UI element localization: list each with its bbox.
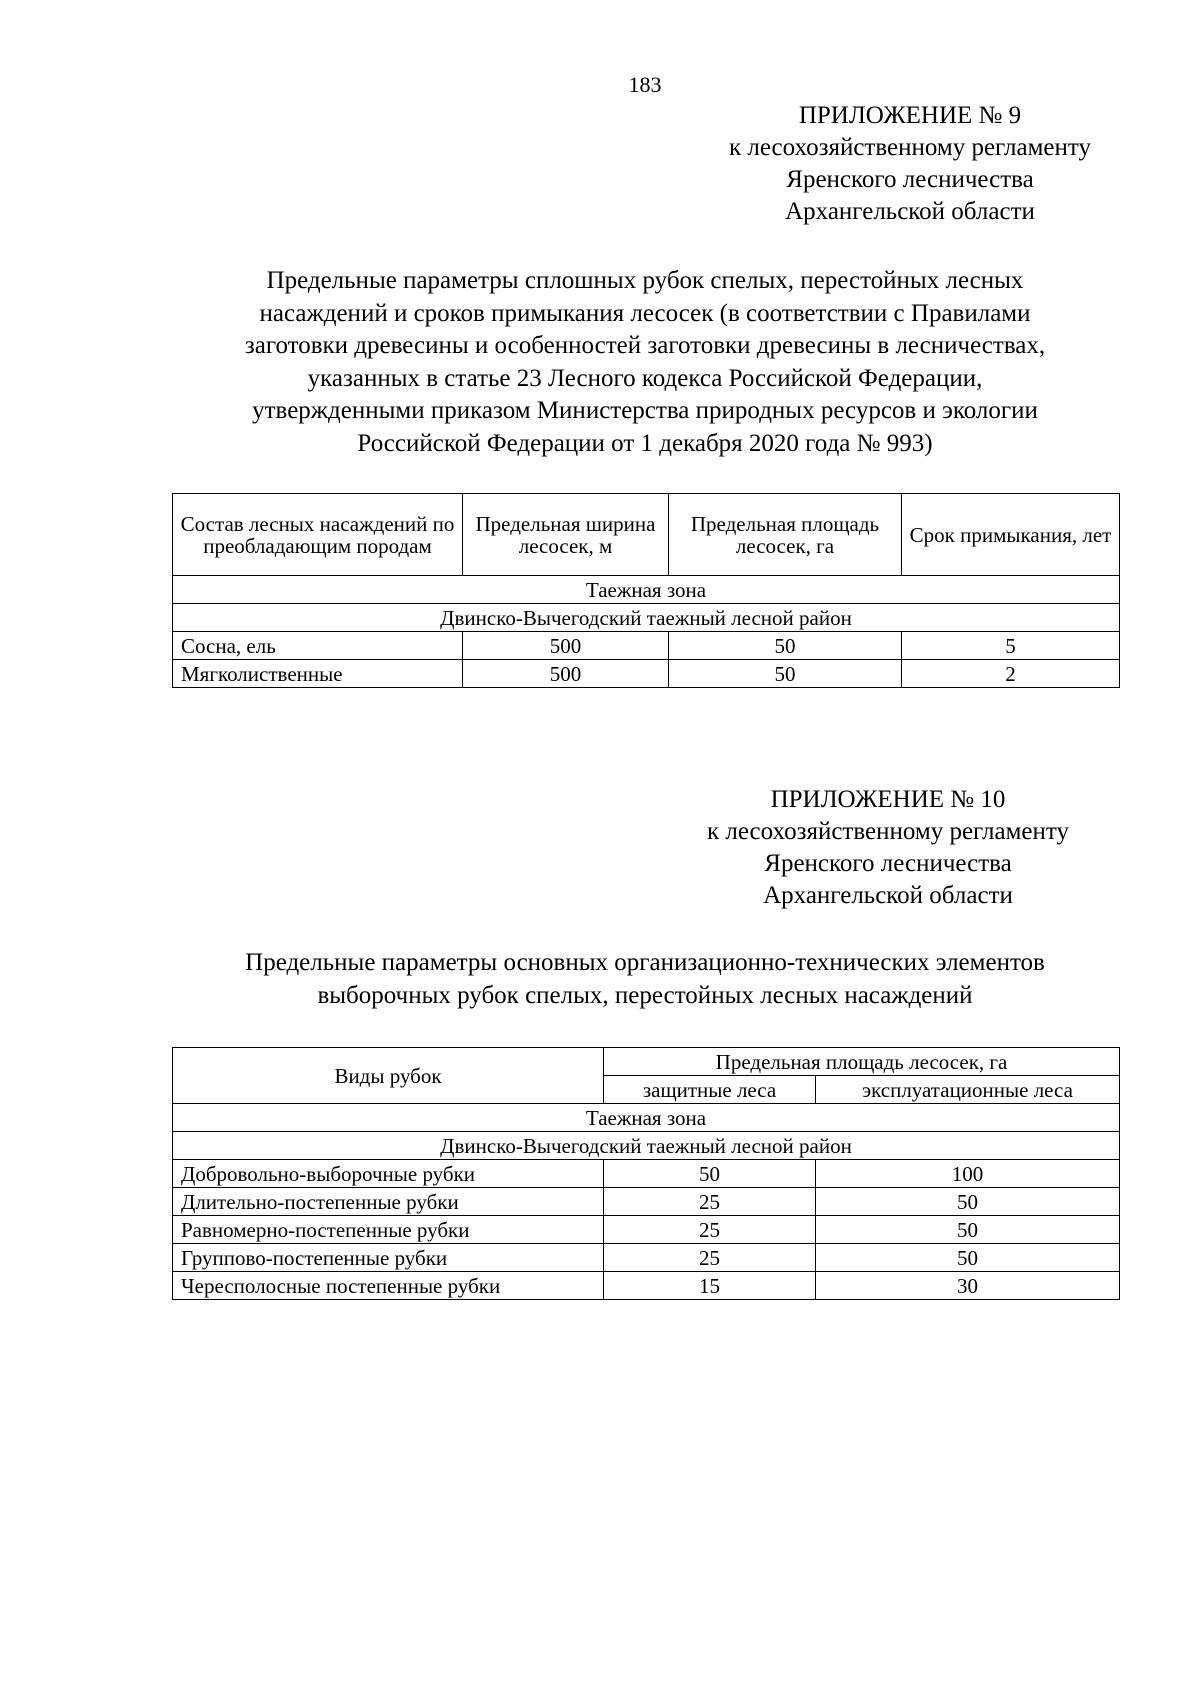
header-cell: Предельная площадь лесосек, га (604, 1048, 1120, 1076)
title-line: указанных в статье 23 Лесного кодекса Российской Федерации, (307, 364, 983, 392)
table-row (173, 1160, 1120, 1188)
protective-cell: 15 (604, 1272, 816, 1300)
district-row (173, 1132, 1120, 1160)
cut-type-cell: Длительно-постепенные рубки (173, 1188, 604, 1216)
district-cell: Двинско-Вычегодский таежный лесной район (173, 604, 1120, 632)
table-row (173, 632, 1120, 660)
title-line: Предельные параметры сплошных рубок спелых, перестойных лесных (266, 267, 1024, 294)
table-row (173, 1216, 1120, 1244)
header-cell: Предельная ширина лесосек, м (463, 494, 669, 576)
cut-type-cell: Равномерно-постепенные рубки (173, 1216, 604, 1244)
district-row (173, 604, 1120, 632)
table-header-row (173, 1048, 1120, 1076)
width-cell: 500 (463, 632, 669, 660)
cut-type-cell: Группово-постепенные рубки (173, 1244, 604, 1272)
appendix-line: к лесохозяйственному регламенту (706, 818, 1070, 845)
protective-cell: 25 (604, 1188, 816, 1216)
protective-cell: 25 (604, 1216, 816, 1244)
district-cell: Двинско-Вычегодский таежный лесной район (173, 1132, 1120, 1160)
appendix-heading: ПРИЛОЖЕНИЕ № 9 (798, 102, 1022, 129)
appendix-line: Архангельской области (763, 882, 1013, 909)
zone-row (173, 1104, 1120, 1132)
exploitation-cell: 50 (816, 1216, 1120, 1244)
appendix-line: Архангельской области (785, 198, 1035, 225)
title-line: выборочных рубок спелых, перестойных лесных насаждений (317, 981, 973, 1009)
exploitation-cell: 50 (816, 1244, 1120, 1272)
width-cell: 500 (463, 660, 669, 688)
appendix-10-header (676, 784, 1100, 912)
exploitation-cell: 50 (816, 1188, 1120, 1216)
appendix-9-header (700, 100, 1120, 228)
species-cell: Сосна, ель (173, 632, 463, 660)
header-cell: защитные леса (604, 1076, 816, 1104)
title-line: Российской Федерации от 1 декабря 2020 года № 993) (357, 429, 933, 457)
zone-cell: Таежная зона (173, 1104, 1120, 1132)
title-line: утвержденными приказом Министерства природных ресурсов и экологии (252, 397, 1038, 424)
header-cell: Срок примыкания, лет (902, 494, 1120, 576)
appendix-heading: ПРИЛОЖЕНИЕ № 10 (770, 786, 1006, 813)
appendix-line: к лесохозяйственному регламенту (728, 134, 1092, 161)
title-line: насаждений и сроков примыкания лесосек (в соответствии с Правилами (259, 299, 1031, 327)
table-row (173, 1244, 1120, 1272)
table-row (173, 1272, 1120, 1300)
protective-cell: 50 (604, 1160, 816, 1188)
table-row (173, 1188, 1120, 1216)
appendix-line: Яренского лесничества (764, 850, 1012, 877)
adjacency-cell: 5 (902, 632, 1120, 660)
species-cell: Мягколиственные (173, 660, 463, 688)
header-cell: Предельная площадь лесосек, га (669, 494, 902, 576)
appendix-line: Яренского лесничества (786, 166, 1034, 193)
title-line: Предельные параметры основных организационно-технических элементов (245, 949, 1045, 976)
zone-cell: Таежная зона (173, 576, 1120, 604)
zone-row (173, 576, 1120, 604)
exploitation-cell: 100 (816, 1160, 1120, 1188)
header-cell: Состав лесных насаждений по преобладающим породам (173, 494, 463, 576)
adjacency-cell: 2 (902, 660, 1120, 688)
appendix-9-title (170, 265, 1120, 460)
page-number: 183 (628, 72, 662, 97)
selective-cut-parameters-table (172, 1047, 1120, 1300)
cut-type-cell: Добровольно-выборочные рубки (173, 1160, 604, 1188)
header-cell: Виды рубок (173, 1048, 604, 1104)
protective-cell: 25 (604, 1244, 816, 1272)
area-cell: 50 (669, 632, 902, 660)
cut-type-cell: Чересполосные постепенные рубки (173, 1272, 604, 1300)
header-cell: эксплуатационные леса (816, 1076, 1120, 1104)
appendix-10-title (170, 947, 1120, 1012)
clearcut-parameters-table (172, 493, 1120, 688)
area-cell: 50 (669, 660, 902, 688)
table-row (173, 660, 1120, 688)
table-header-row (173, 494, 1120, 576)
exploitation-cell: 30 (816, 1272, 1120, 1300)
title-line: заготовки древесины и особенностей заготовки древесины в лесничествах, (244, 332, 1046, 359)
